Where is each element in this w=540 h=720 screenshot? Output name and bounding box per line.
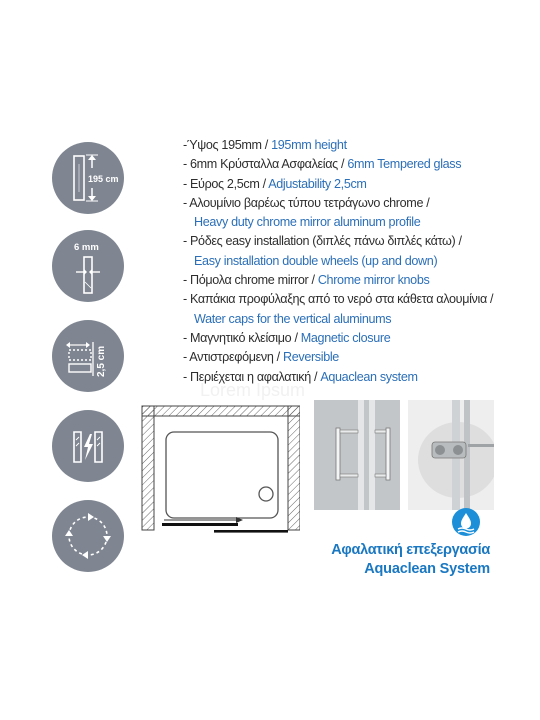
spec-line	[183, 155, 523, 174]
spec-english: Reversible	[282, 350, 339, 365]
spec-english: Adjustability 2,5cm	[268, 176, 367, 191]
floor-plan-diagram	[140, 402, 300, 540]
adjustability-label: 2,5 cm	[96, 345, 107, 377]
spec-english: 6mm Tempered glass	[347, 157, 462, 172]
spec-greek: - Καπάκια προφύλαξης από το νερό στα κάθετα αλουμίνια /	[183, 292, 494, 307]
adjustability-badge	[52, 320, 124, 392]
height-badge	[52, 142, 124, 214]
spec-line	[183, 213, 523, 232]
spec-line	[183, 329, 523, 348]
spec-english: Chrome mirror knobs	[317, 273, 430, 288]
spec-greek: - Αντιστρεφόμενη /	[183, 350, 283, 365]
wheel-photo	[408, 400, 494, 510]
height-icon	[52, 142, 124, 214]
watermark-text: Lorem Ipsum	[200, 380, 306, 400]
knob-photo	[314, 400, 400, 510]
spec-greek: - 6mm Κρύσταλλα Ασφαλείας /	[183, 157, 348, 172]
spec-line	[183, 136, 523, 155]
spec-line	[183, 252, 523, 271]
spec-line	[183, 290, 523, 309]
spec-english: 195mm height	[271, 138, 347, 152]
spec-greek: - Πόμολα chrome mirror /	[183, 273, 318, 288]
spec-greek: - Εύρος 2,5cm /	[183, 176, 269, 191]
spec-greek: - Μαγνητικό κλείσιμο /	[183, 330, 301, 345]
aquaclean-title-greek: Αφαλατική επεξεργασία	[331, 542, 490, 558]
reversible-badge	[52, 500, 124, 572]
reversible-icon	[52, 500, 124, 572]
spec-english: Magnetic closure	[300, 330, 391, 345]
glass-thickness-icon	[52, 230, 124, 302]
thickness-label: 6 mm	[74, 242, 99, 253]
spec-line	[183, 348, 523, 367]
spec-line	[183, 194, 523, 213]
spec-english: Water caps for the vertical aluminums	[194, 311, 392, 326]
spec-english: Aquaclean system	[320, 369, 418, 384]
spec-line	[183, 271, 523, 290]
aquaclean-title-english: Aquaclean System	[364, 561, 490, 577]
spec-line	[183, 175, 523, 194]
aquaclean-logo	[452, 508, 480, 536]
thickness-badge	[52, 230, 124, 302]
water-drop-icon	[452, 508, 480, 536]
spec-greek: - Αλουμίνιο βαρέως τύπου τετράγωνο chrome /	[183, 195, 430, 210]
spec-greek: - Περιέχεται η αφαλατική /	[183, 369, 321, 384]
spec-greek: - Ρόδες easy installation (διπλές πάνω διπλές κάτω) /	[183, 234, 462, 249]
spec-greek: -Ύψος 195mm /	[183, 138, 272, 152]
height-label: 195 cm	[88, 174, 119, 184]
spec-english: Heavy duty chrome mirror aluminum profile	[194, 215, 421, 230]
tempered-glass-badge	[52, 410, 124, 482]
spec-line	[183, 232, 523, 251]
tempered-glass-icon	[52, 410, 124, 482]
adjustability-icon	[52, 320, 124, 392]
spec-english: Easy installation double wheels (up and down)	[194, 253, 438, 268]
spec-line	[183, 310, 523, 329]
spec-list	[183, 136, 523, 387]
